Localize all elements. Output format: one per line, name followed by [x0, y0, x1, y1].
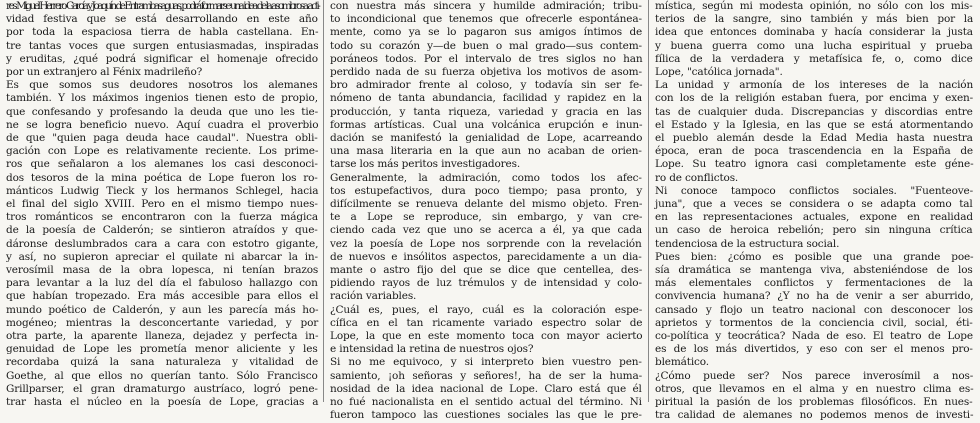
text-line: tos estupefactivos, dura poco tiempo; pasa pronto, y — [330, 184, 643, 197]
text-line: que confesando y profesando la deuda que uno les tie- — [6, 105, 318, 118]
text-line: Lope. Su teatro ignora casi completamente este géne- — [655, 158, 974, 171]
text-line: nosidad de la idea nacional de Lope. Claro está que él — [330, 382, 642, 395]
text-line: Lope, la que en este momento toca con mayor acierto — [330, 330, 643, 343]
text-line: cífica en el tan ricamente variado espectro solar de — [330, 316, 643, 329]
text-line: y buena guerra como una lucha espiritual y prueba — [655, 39, 973, 52]
text-line: Pues bien: ¿cómo es posible que una grande poe- — [655, 250, 974, 263]
text-line: pidiendo rayos de luz trémulos y de intensidad y colo- — [330, 277, 642, 290]
text-column-2 — [330, 0, 643, 422]
text-line: poráneos todos. Por el intervalo de tres siglos no han — [330, 52, 643, 65]
text-line: to incondicional que tenemos que ofrecerle espontánea- — [330, 13, 642, 26]
text-line: mística, según mi modesta opinión, no sólo con los mis- — [655, 0, 973, 12]
text-line: vez la poesía de Lope nos sorprende con la revelación — [330, 237, 642, 250]
text-line: genuidad de Lope les prometía menor aliciente y les — [6, 343, 318, 356]
text-line: de la poesía de Calderón; se sintieron atraídos y que- — [6, 224, 318, 237]
text-line: te a Lope se reproduce, sin embargo, y van cre- — [330, 211, 643, 224]
text-line: trar hasta el núcleo en la poesía de Lope, gracias a — [6, 396, 319, 409]
text-line: tarse los más peritos investigadores. — [330, 158, 521, 171]
text-line: ros que señalaron a los alemanes los casi desconoci- — [6, 158, 318, 171]
text-line: Si no me equivoco, y si interpreto bien vuestro pen- — [330, 356, 642, 369]
text-line: La unidad y armonía de los intereses de la nación — [655, 79, 974, 92]
text-line: Generalmente, la admiración, como todos los afec- — [330, 171, 642, 184]
text-line: tre tantas voces que surgen entusiasmadas, inspiradas — [6, 39, 319, 52]
text-line: samiento, ¡oh señoras y señores!, ha de ser la huma- — [330, 369, 642, 382]
text-line: el Estado y la Iglesia, en las que se está atormentando — [655, 118, 974, 131]
text-line: aprietos y tormentos de la conciencia civil, social, éti- — [655, 316, 973, 329]
text-line: fueron tampoco las cuestiones sociales las que le pre- — [330, 409, 642, 422]
text-line: otra parte, la aparente llaneza, dejadez y perfecta in- — [6, 330, 319, 343]
text-line: que habían tropezado. Era más accesible para ellos el — [6, 290, 319, 303]
text-line: dos tesoros de la mina poética de Lope fueron los ro- — [6, 171, 318, 184]
text-line: res Miguel Herrero-García y Joaquín de Entrambasaguas, podrá formarse una idea de la asombrosa acti- — [6, 0, 319, 12]
text-line: perdido nada de su fuerza objetiva los motivos de asom- — [330, 66, 642, 79]
text-line: ¿Cómo puede ser? Nos parece inverosímil a nos- — [655, 369, 974, 382]
text-line: difícilmente se renueva delante del mismo objeto. Fren- — [330, 198, 643, 211]
text-line: y así, no supieron apreciar el quilate ni abarcar la in- — [6, 250, 318, 263]
text-line: mente, como ya se lo pagaron sus amigos íntimos de — [330, 26, 643, 39]
text-line: formas artísticas. Cual una volcánica erupción e inun- — [330, 118, 643, 131]
text-line: en las representaciones actuales, expone en realidad — [655, 211, 973, 224]
text-line: ro de conflictos. — [655, 171, 739, 184]
text-line: tra calidad de alemanes no podemos menos de investi- — [655, 409, 974, 422]
text-line: no fué nacionalista en el sentido actual del término. Ni — [330, 396, 642, 409]
text-line: para levantar a la luz del día el fabuloso hallazgo con — [6, 277, 318, 290]
text-line: Grillparser, el gran dramaturgo austríaco, logró pene- — [6, 382, 318, 395]
text-line: ¿Cuál es, pues, el rayo, cuál es la coloración espe- — [330, 303, 643, 316]
text-column-3 — [655, 0, 974, 422]
text-line: dáronse deslumbrados cara a cara con estotro gigante, — [6, 237, 319, 250]
text-line: piritual la pasión de los problemas filosóficos. En nues- — [655, 396, 973, 409]
text-line: bro admirador frente al coloso, y todavía sin ser fe- — [330, 79, 643, 92]
text-line: Lope, "católica jornada". — [655, 66, 783, 79]
text-line: cansado y flojo un teatro nacional con desconocer los — [655, 303, 973, 316]
text-line: e intensidad la retina de nuestros ojos? — [330, 343, 534, 356]
text-line: con nuestra más sincera y humilde admiración; tribu- — [330, 0, 642, 12]
text-line: todo su corazón y—de buen o mal grado—sus contem- — [330, 39, 642, 52]
text-line: tas de cualquier duda. Discrepancias y discordias entre — [655, 105, 973, 118]
text-line: ración variables. — [330, 290, 417, 303]
text-line: época, eran de poca trascendencia en la España de — [655, 145, 973, 158]
text-line: mundo poético de Calderón, y aun les parecía más ho- — [6, 303, 319, 316]
text-line: tros románticos se encontraron con la fuerza mágica — [6, 211, 318, 224]
text-line: y eruditas, ¿qué podrá significar el homenaje ofrecido — [6, 52, 318, 65]
text-line: juna", que a veces se considera o se adapta como tal — [655, 198, 973, 211]
text-line: mogéneo; mientras la desconcertante variedad, y por — [6, 316, 319, 329]
text-line: también. Y los máximos ingenios tienen esto de propio, — [6, 92, 318, 105]
text-line: recordaba quizá la sana naturaleza y vitalidad de — [6, 356, 319, 369]
text-line: gación con Lope es relativamente reciente. Los prime- — [6, 145, 319, 158]
text-line: por un extranjero al Fénix madrileño? — [6, 66, 203, 79]
text-line: mante o astro fijo del que se dice que centellea, des- — [330, 264, 643, 277]
text-line: idea que entonces dominaba y hacía considerar la justa — [655, 26, 973, 39]
column-rule — [648, 0, 649, 402]
text-line: con los de la religión estaban fuera, por encima y exen- — [655, 92, 974, 105]
text-line: de nuevos e insólitos aspectos, parecidamente a un dia- — [330, 250, 642, 263]
column-rule — [323, 0, 324, 402]
text-line: ciendo cada vez que uno se acerca a él, ya que cada — [330, 224, 642, 237]
text-line: blemático. — [655, 356, 709, 369]
text-line: un caso de heroica rebelión; pero sin ninguna crítica — [655, 224, 973, 237]
text-line: tendenciosa de la estructura social. — [655, 237, 840, 250]
text-line: vidad festiva que se está desarrollando en este año — [6, 13, 318, 26]
text-line: por toda la espaciosa tierra de habla castellana. En- — [6, 26, 319, 39]
text-line: terios de la sangre, sino también y más bien por la — [655, 13, 974, 26]
text-line: fílica de la verdadera y metafísica fe, o, como dice — [655, 52, 973, 65]
text-line: ne se logra beneficio nuevo. Aquí cuadra el proverbio — [6, 118, 319, 131]
text-line: otros, que llevamos en el alma y en nuestro clima es- — [655, 382, 974, 395]
text-line: producción, y tanta riqueza, variedad y gracia en las — [330, 105, 642, 118]
text-line: co-política y teocrática? Nada de eso. El teatro de Lope — [655, 330, 973, 343]
text-line: de que "quien paga deuda hace caudal". Nuestra obli- — [6, 132, 318, 145]
text-line: el pueblo alemán desde la Edad Media hasta nuestra — [655, 132, 973, 145]
text-line: es de los más divertidos, y eso con ser el menos pro- — [655, 343, 973, 356]
text-line: verosímil masa de la obra lopesca, ni tenían brazos — [6, 264, 319, 277]
text-column-1 — [6, 0, 319, 409]
text-line: Ni conoce tampoco conflictos sociales. "Fuenteove- — [655, 184, 973, 197]
text-line: Es que somos sus deudores nosotros los alemanes — [6, 79, 318, 92]
text-line: una masa literaria en la que aun no acaban de orien- — [330, 145, 642, 158]
text-line: Goethe, al que ellos no querían tanto. Sólo Francisco — [6, 369, 318, 382]
text-line: el final del siglo XVIII. Pero en el mismo tiempo nues- — [6, 198, 318, 211]
text-line: nómeno de tanta abundancia, facilidad y rapidez en la — [330, 92, 642, 105]
text-line: sía dramática se mantenga viva, absteniéndose de los — [655, 264, 973, 277]
text-line: convivencia humana? ¿Y no ha de venir a ser aburrido, — [655, 290, 974, 303]
text-line: dación se manifestó la genialidad de Lope, acarreando — [330, 132, 643, 145]
text-line: más elementales conflictos y fermentaciones de la — [655, 277, 973, 290]
text-line: mánticos Ludwig Tieck y los hermanos Schlegel, hacia — [6, 184, 319, 197]
